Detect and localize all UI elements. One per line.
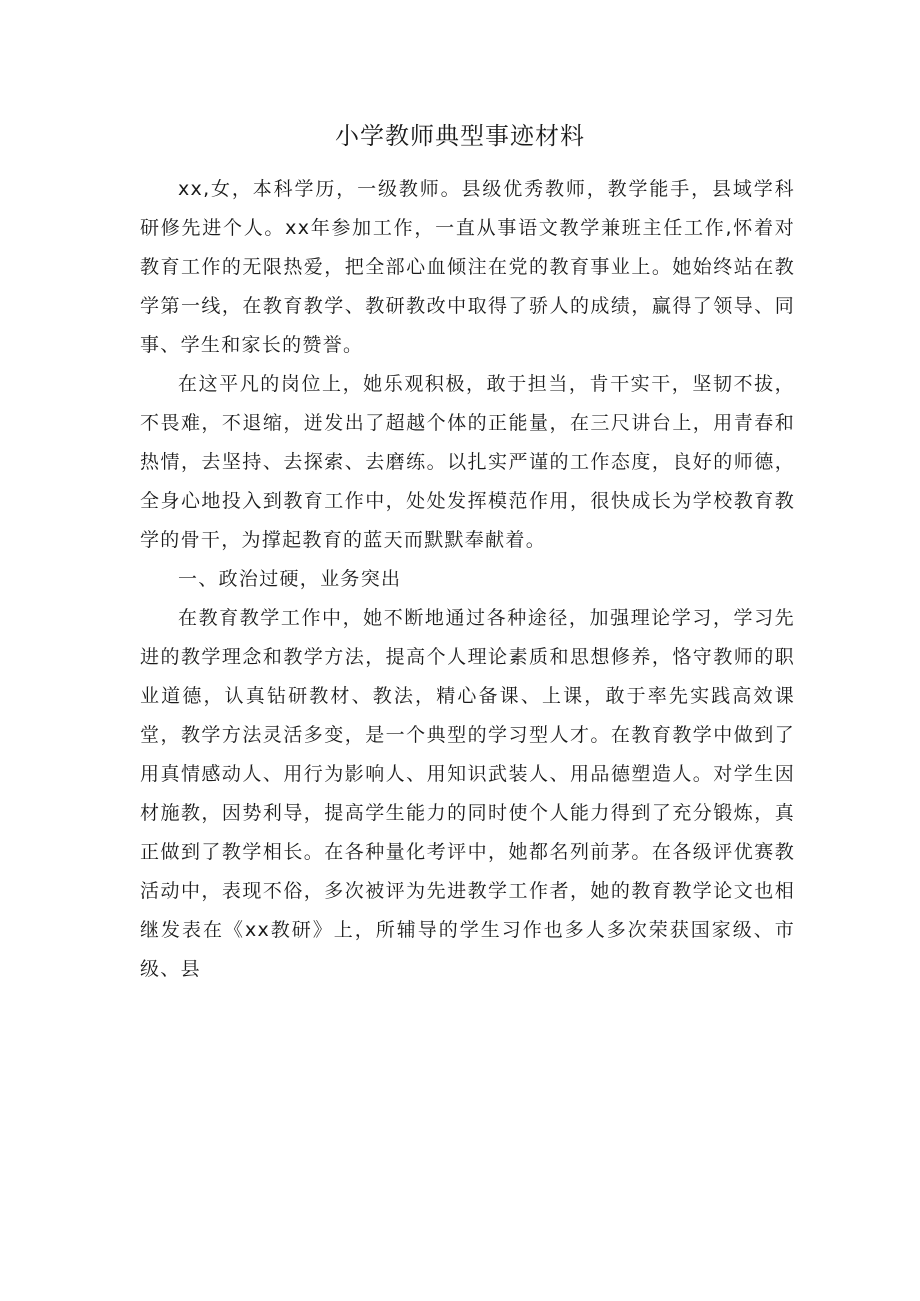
- document-body: [140, 170, 795, 989]
- section-paragraph: 在教育教学工作中，她不断地通过各种途径，加强理论学习，学习先进的教学理念和教学方法，提高个人理论素质和思想修养，恪守教师的职业道德，认真钻研教材、教法，精心备课、上课，敢于率先实践高效课堂，教学方法灵活多变，是一个典型的学习型人才。在教育教学中做到了用真情感动人、用行为影响人、用知识武装人、用品德塑造人。对学生因材施教，因势利导，提高学生能力的同时使个人能力得到了充分锻炼，真正做到了教学相长。在各种量化考评中，她都名列前茅。在各级评优赛教活动中，表现不俗，多次被评为先进教学工作者，她的教育教学论文也相继发表在《xx教研》上，所辅导的学生习作也多人多次荣获国家级、市级、县: [140, 607, 795, 980]
- intro-paragraph: xx,女，本科学历，一级教师。县级优秀教师，教学能手，县域学科研修先进个人。xx年参加工作，一直从事语文教学兼班主任工作,怀着对教育工作的无限热爱，把全部心血倾注在党的教育事业上。她始终站在教学第一线，在教育教学、教研教改中取得了骄人的成绩，赢得了领导、同事、学生和家长的赞誉。: [140, 178, 795, 356]
- document-title: 小学教师典型事迹材料: [335, 122, 585, 150]
- section-heading: 一、政治过硬，业务突出: [178, 568, 402, 590]
- second-paragraph: 在这平凡的岗位上，她乐观积极，敢于担当，肯干实干，坚韧不拔，不畏难，不退缩，迸发出了超越个体的正能量，在三尺讲台上，用青春和热情，去坚持、去探索、去磨练。以扎实严谨的工作态度，良好的师德，全身心地投入到教育工作中，处处发挥模范作用，很快成长为学校教育教学的骨干，为撑起教育的蓝天而默默奉献着。: [140, 373, 795, 551]
